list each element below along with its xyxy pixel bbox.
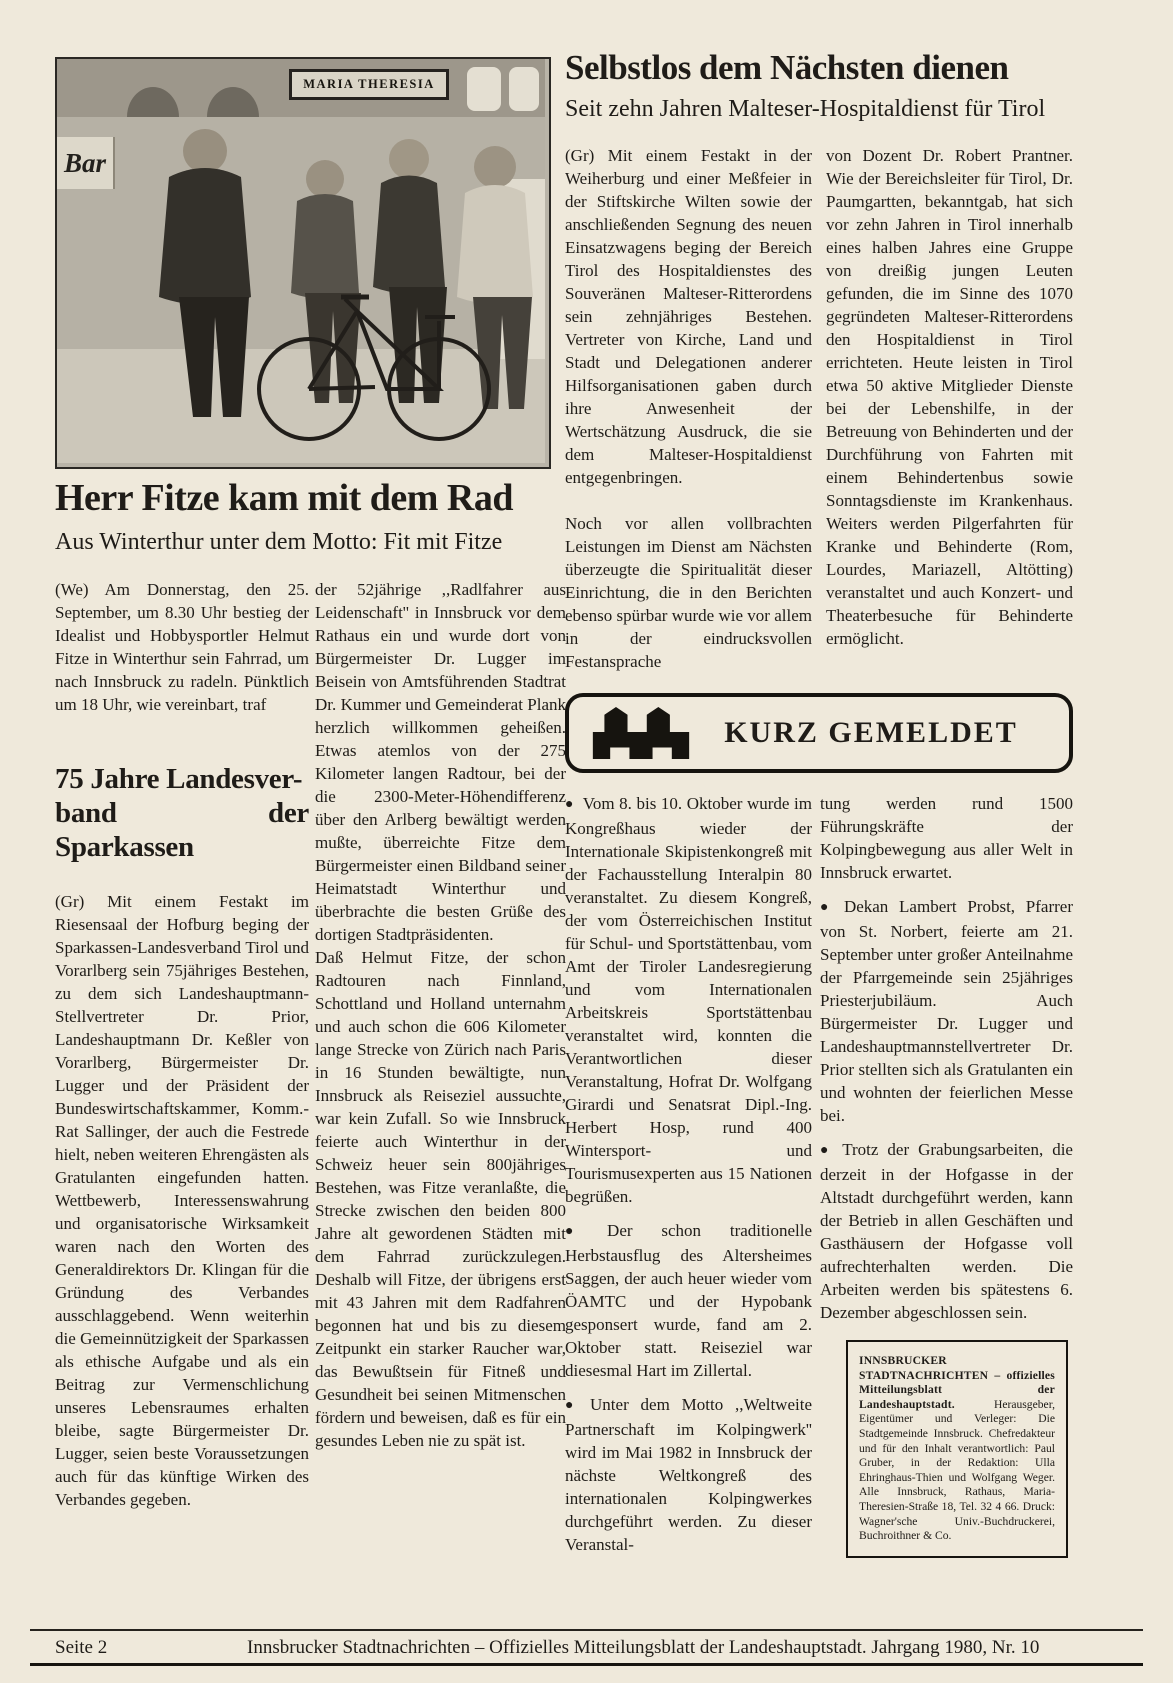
sparkassen-headline-line2: band der Sparkassen [55, 797, 309, 863]
malteser-headline: Selbstlos dem Nächsten dienen [565, 48, 1009, 87]
news-brief-continuation: tung werden rund 1500 Führungskräfte der Kolpingbewegung aus aller Welt in Innsbruck erwartet. [820, 794, 1073, 882]
bullet-icon: ● [820, 1143, 834, 1158]
news-brief-text: Dekan Lambert Probst, Pfarrer von St. Norbert, feierte am 21. September unter großer Anteilnahme der Pfarrgemeinde sein 25jähriges Priesterjubiläum. Auch Bürgermeister Dr. Lugger und Landeshauptmannstellvertreter Dr. Prior stellten sich als Gratulanten ein und wohnten der feierlichen Messe bei. [820, 897, 1073, 1125]
left-column-1 [55, 578, 309, 1511]
news-brief [820, 1138, 1073, 1324]
issue-line: Innsbrucker Stadtnachrichten – Offizielles Mitteilungsblatt der Landeshauptstadt. Jahrgang 1980, Nr. 10 [247, 1637, 1040, 1658]
news-brief-text: Vom 8. bis 10. Oktober wurde im Kongreßhaus wieder der Internationale Skipistenkongreß mit der Fachausstellung Interalpin 80 veranstaltet. Zu diesem Kongreß, der vom Österreichischen Institut für Schul- und Sportstättenbau, vom Amt der Tiroler Landesregierung und vom Internationalen Arbeitskreis Sportstättenbau veranstaltet wird, konnten die Verantwortlichen dieser Veranstaltung, Hofrat Dr. Wolfgang Girardi und Senatsrat Dipl.-Ing. Herbert Hosp, rund 400 Wintersport- und Tourismusexperten aus 15 Nationen begrüßen. [565, 794, 812, 1206]
maria-theresia-sign-label: MARIA THERESIA [303, 77, 435, 91]
fitze-headline: Herr Fitze kam mit dem Rad [55, 477, 514, 519]
malteser-paragraph: von Dozent Dr. Robert Prantner. Wie der Bereichsleiter für Tirol, Dr. Paumgartten, bekanntgab, hat sich vor zehn Jahren in Tirol innerhalb eines halben Jahres eine Gruppe von dreißig jungen Leuten gefunden, die im Sinne des 1070 gegründeten Malteser-Ritterordens den Hospitaldienst in Tirol errichteten. Heute leisten in Tirol etwa 50 aktive Mitglieder Dienste bei der Lebenshilfe, in der Betreuung von Behinderten und der Durchführung von Fahrten mit einem Behindertenbus sowie Sonntagsdienste im Krankenhaus. Weiters werden Pilgerfahrten für Kranke und Behinderte (Rom, Lourdes, Mariazell, Altötting) veranstaltet und auch Konzert- und Theaterbesuche für Behinderte ermöglicht. [826, 146, 1073, 649]
sparkassen-headline-line1: 75 Jahre Landesver- [55, 763, 303, 795]
lead-photo [55, 57, 551, 469]
fitze-paragraph: Daß Helmut Fitze, der schon Radtouren nach Finnland, Schottland und Holland unternahm und auch schon die 606 Kilometer lange Strecke von Zürich nach Paris in 16 Stunden bewältigte, nun Innsbruck als Reiseziel aussuchte, war kein Zufall. So wie Innsbruck feierte auch Winterthur in der Schweiz heuer sein 800jähriges Bestehen, was Fitze veranlaßte, die Strecke zwischen den beiden 800 Jahre alt gewordenen Städten mit dem Fahrrad zurückzulegen. Deshalb will Fitze, der übrigens erst mit 43 Jahren mit dem Radfahren begonnen hat und bis zu diesem Zeitpunkt ein starker Raucher war, das Bewußtsein für Fitneß und Gesundheit bei seinen Mitmenschen fördern und beweisen, daß es für ein gesundes Leben nie zu spät ist. [315, 948, 566, 1450]
news-brief-text: Trotz der Grabungsarbeiten, die derzeit in der Hofgasse in der Altstadt durchgeführt werden, kann der Betrieb in allen Geschäften und Gasthäusern der Hofgasse voll aufrechterhalten werden. Die Arbeiten werden bis spätestens 6. Dezember abgeschlossen sein. [820, 1140, 1073, 1322]
news-brief [565, 1219, 812, 1382]
malteser-paragraph: Noch vor allen vollbrachten Leistungen im Dienst am Nächsten überzeugte die Spiritualität dieser Einrichtung, die in den Berichten ebenso spürbar wurde wie vor allem in der eindrucksvollen Festansprache [565, 514, 812, 672]
news-brief-text: Der schon traditionelle Herbstausflug des Altersheimes Saggen, der auch heuer wieder vom ÖAMTC und der Hypobank gesponsert wurde, fand am 2. Oktober statt. Reiseziel war diesesmal Hart im Zillertal. [565, 1221, 812, 1380]
kurz-gemeldet-title: KURZ GEMELDET [724, 716, 1018, 749]
news-brief [565, 1393, 812, 1556]
fitze-subhead: Aus Winterthur unter dem Motto: Fit mit Fitze [55, 528, 503, 555]
bullet-icon: ● [565, 797, 574, 812]
malteser-column-1 [565, 144, 812, 673]
maria-theresia-sign [289, 69, 449, 100]
article-malteser [565, 50, 1073, 673]
malteser-column-2 [826, 144, 1073, 673]
kurz-column-1 [565, 792, 812, 1567]
bar-sign: Bar [57, 137, 115, 189]
imprint-title: INNSBRUCKER STADTNACHRICHTEN – offizielles Mitteilungsblatt der Landeshauptstadt. [859, 1354, 1055, 1411]
news-brief [820, 895, 1073, 1127]
news-brief [565, 792, 812, 1208]
footer-rule-top [30, 1629, 1143, 1631]
bullet-icon: ● [565, 1224, 599, 1239]
fitze-paragraph: (We) Am Donnerstag, den 25. September, um 8.30 Uhr bestieg der Idealist und Hobbysportler Helmut Fitze in Winterthur sein Fahrrad, um nach Innsbruck zu radeln. Pünktlich um 18 Uhr, wie vereinbart, traf [55, 580, 309, 714]
sparkassen-headline [55, 762, 309, 864]
malteser-columns [565, 144, 1073, 673]
kurz-column-2 [820, 792, 1073, 1558]
imprint-box [846, 1340, 1068, 1558]
page-number: Seite 2 [55, 1637, 108, 1658]
kurz-gemeldet-box [565, 693, 1073, 773]
photo-illustration [57, 59, 545, 463]
malteser-paragraph: (Gr) Mit einem Festakt in der Weiherburg und einer Meßfeier in der Stiftskirche Wilten sowie der anschließenden Segnung des neuen Einsatzwagens beging der Bereich Tirol des Hospitaldienstes des Souveränen Malteser-Ritterordens sein zehnjähriges Bestehen. Vertreter von Kirche, Land und Stadt und Delegationen anderer Hilfsorganisationen gaben durch ihre Anwesenheit der Wertschätzung Ausdruck, die sie dem Malteser-Hospitaldienst entgegenbringen. [565, 146, 812, 488]
bullet-icon: ● [565, 1398, 582, 1413]
imprint-text: Herausgeber, Eigentümer und Verleger: Die Stadtgemeinde Innsbruck. Chefredakteur und für den Inhalt verantwortlich: Paul Gruber, in der Redaktion: Ulla Ehringhaus-Thien und Wolfgang Weger. Alle Innsbruck, Rathaus, Maria-Theresien-Straße 18, Tel. 32 4 66. Druck: Wagner'sche Univ.-Buchdruckerei, Buchroithner & Co. [859, 1397, 1055, 1543]
city-silhouette-icon [589, 704, 693, 762]
malteser-subhead: Seit zehn Jahren Malteser-Hospitaldienst für Tirol [565, 95, 1046, 122]
fitze-paragraph: der 52jährige ,,Radlfahrer aus Leidenschaft'' in Innsbruck vor dem Rathaus ein und wurde dort von Bürgermeister Dr. Lugger im Beisein von Amtsführenden Stadtrat Dr. Kummer und Gemeinderat Plank herzlich willkommen geheißen. Etwas atemlos von der 275 Kilometer langen Radtour, bei der die 2300-Meter-Höhendifferenz über den Arlberg bewältigt werden mußte, überreichte Fitze dem Bürgermeister einen Bildband seiner Heimatstadt Winterthur und überbrachte die besten Grüße des dortigen Stadtpräsidenten. [315, 580, 566, 944]
article-fitze-header [55, 479, 567, 555]
left-column-2 [315, 578, 566, 1452]
footer-rule-bottom [30, 1663, 1143, 1666]
sparkassen-paragraph: (Gr) Mit einem Festakt im Riesensaal der Hofburg beging der Sparkassen-Landesverband Tirol und Vorarlberg sein 75jähriges Bestehen, zu dem sich Landeshauptmann-Stellvertreter Dr. Prior, Landeshauptmann Dr. Keßler von Vorarlberg, Bürgermeister Dr. Lugger und der Präsident der Bundeswirtschaftskammer, Komm.-Rat Sallinger, der auch die Festrede hielt, neben weiteren Ehrengästen als Gratulanten eingefunden hatten. Wettbewerb, Interessenswahrung und organisatorische Wirksamkeit waren nach den Worten des Generaldirektors Dr. Klingan für die Gründung des Verbandes ausschlaggebend. Wenn weiterhin die Gemeinnützigkeit der Sparkassen als ethische Aufgabe und als ein Beitrag zur Vermenschlichung unseres Lebensraumes erhalten bleibe, sagte Bürgermeister Dr. Lugger, seien beste Voraussetzungen auch für das künftige Wirken des Verbandes gegeben. [55, 892, 309, 1509]
bullet-icon: ● [820, 900, 835, 915]
news-brief-text: Unter dem Motto ,,Weltweite Partnerschaft im Kolpingwerk'' wird im Mai 1982 in Innsbruck der nächste Weltkongreß des internationalen Kolpingwerkes durchgeführt werden. Zu dieser Veranstal- [565, 1395, 812, 1554]
